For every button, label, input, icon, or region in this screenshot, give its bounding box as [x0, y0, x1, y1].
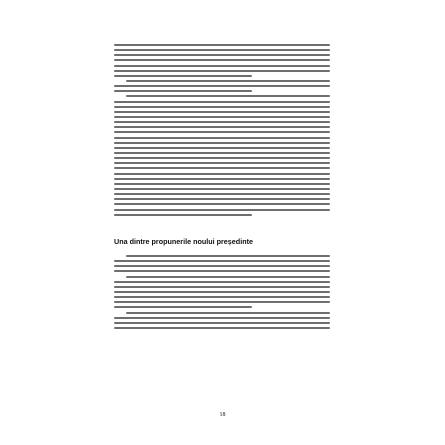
text-line [114, 111, 330, 113]
text-line [114, 137, 330, 139]
text-line [114, 291, 330, 293]
text-line [114, 59, 330, 61]
text-line [114, 54, 330, 56]
text-line [114, 131, 330, 133]
text-line [114, 44, 330, 46]
text-line [114, 203, 330, 205]
text-line [114, 178, 330, 180]
text-line [114, 116, 330, 118]
text-line [114, 306, 252, 308]
text-line [114, 90, 252, 92]
body-text-top [114, 44, 330, 216]
text-line [114, 75, 252, 77]
text-line [114, 167, 330, 169]
text-line [114, 49, 330, 51]
text-line [114, 301, 330, 303]
text-line [114, 106, 330, 108]
text-line [114, 85, 330, 87]
text-line [114, 152, 330, 154]
text-line [114, 327, 330, 329]
text-line [114, 65, 330, 67]
text-line [114, 317, 330, 319]
text-line [126, 255, 330, 257]
text-line [114, 183, 330, 185]
text-line [114, 101, 330, 103]
text-line [114, 126, 330, 128]
text-line [114, 173, 330, 175]
text-line [114, 286, 330, 288]
text-line [114, 214, 252, 216]
text-line [114, 142, 330, 144]
text-line [114, 322, 330, 324]
text-line [114, 162, 330, 164]
text-line [114, 147, 330, 149]
text-line [114, 209, 330, 211]
text-line [114, 265, 330, 267]
text-line [114, 121, 330, 123]
text-line [126, 80, 330, 82]
text-line [114, 198, 330, 200]
text-line [114, 281, 330, 283]
text-line [114, 296, 330, 298]
text-line [126, 95, 330, 97]
text-line [114, 270, 330, 272]
body-text-bottom [114, 255, 330, 329]
text-line [114, 260, 330, 262]
text-line [114, 188, 330, 190]
text-line [114, 193, 330, 195]
text-line [126, 276, 330, 278]
section-heading: Una dintre propunerile noului președinte [114, 237, 253, 246]
text-line [114, 157, 330, 159]
text-line [126, 312, 330, 314]
page-number: 18 [219, 412, 226, 418]
text-line [114, 70, 330, 72]
